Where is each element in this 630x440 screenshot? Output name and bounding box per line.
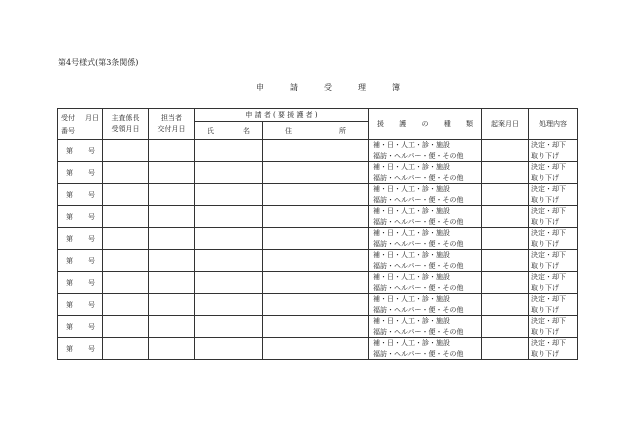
person-in-charge-cell[interactable] — [149, 316, 195, 338]
header-person-in-charge: 担当者 交付月日 — [149, 109, 195, 140]
person-in-charge-cell[interactable] — [149, 162, 195, 184]
table-body — [58, 140, 578, 360]
disposition-cell[interactable]: 決定・却下 取り下げ — [529, 316, 578, 338]
applicant-name-cell[interactable] — [195, 140, 263, 162]
applicant-name-cell[interactable] — [195, 250, 263, 272]
aid-type-cell[interactable]: 補・日・人工・診・施設 福訪・ヘルパー・便・その他 — [369, 338, 482, 360]
header-disposition: 処理内容 — [529, 109, 578, 140]
draft-date-cell[interactable] — [482, 140, 529, 162]
table-row — [58, 250, 578, 272]
applicant-address-cell[interactable] — [263, 228, 369, 250]
header-chief-approval: 主査係長 受領月日 — [103, 109, 149, 140]
disposition-cell[interactable]: 決定・却下 取り下げ — [529, 184, 578, 206]
table-row — [58, 184, 578, 206]
chief-approval-cell[interactable] — [103, 206, 149, 228]
table-row — [58, 228, 578, 250]
disposition-cell[interactable]: 決定・却下 取り下げ — [529, 338, 578, 360]
aid-type-cell[interactable]: 補・日・人工・診・施設 福訪・ヘルパー・便・その他 — [369, 184, 482, 206]
chief-approval-cell[interactable] — [103, 140, 149, 162]
table-row — [58, 338, 578, 360]
disposition-cell[interactable]: 決定・却下 取り下げ — [529, 206, 578, 228]
table-row — [58, 140, 578, 162]
draft-date-cell[interactable] — [482, 206, 529, 228]
chief-approval-cell[interactable] — [103, 316, 149, 338]
case-number-cell[interactable]: 第 号 — [58, 228, 103, 250]
aid-type-cell[interactable]: 補・日・人工・診・施設 福訪・ヘルパー・便・その他 — [369, 140, 482, 162]
aid-type-cell[interactable]: 補・日・人工・診・施設 福訪・ヘルパー・便・その他 — [369, 228, 482, 250]
chief-approval-cell[interactable] — [103, 184, 149, 206]
draft-date-cell[interactable] — [482, 316, 529, 338]
chief-approval-cell[interactable] — [103, 294, 149, 316]
applicant-address-cell[interactable] — [263, 338, 369, 360]
chief-approval-cell[interactable] — [103, 162, 149, 184]
applicant-name-cell[interactable] — [195, 162, 263, 184]
applicant-name-cell[interactable] — [195, 294, 263, 316]
person-in-charge-cell[interactable] — [149, 272, 195, 294]
form-number-label: 第4号様式(第3条関係) — [58, 58, 139, 67]
case-number-cell[interactable]: 第 号 — [58, 184, 103, 206]
draft-date-cell[interactable] — [482, 250, 529, 272]
person-in-charge-cell[interactable] — [149, 206, 195, 228]
case-number-cell[interactable]: 第 号 — [58, 206, 103, 228]
applicant-name-cell[interactable] — [195, 228, 263, 250]
table-row — [58, 316, 578, 338]
applicant-address-cell[interactable] — [263, 140, 369, 162]
case-number-cell[interactable]: 第 号 — [58, 272, 103, 294]
disposition-cell[interactable]: 決定・却下 取り下げ — [529, 250, 578, 272]
case-number-cell[interactable]: 第 号 — [58, 294, 103, 316]
case-number-cell[interactable]: 第 号 — [58, 162, 103, 184]
aid-type-cell[interactable]: 補・日・人工・診・施設 福訪・ヘルパー・便・その他 — [369, 162, 482, 184]
aid-type-cell[interactable]: 補・日・人工・診・施設 福訪・ヘルパー・便・その他 — [369, 294, 482, 316]
aid-type-cell[interactable]: 補・日・人工・診・施設 福訪・ヘルパー・便・その他 — [369, 250, 482, 272]
case-number-cell[interactable]: 第 号 — [58, 250, 103, 272]
header-aid-type: 援 護 の 種 類 — [369, 109, 482, 140]
disposition-cell[interactable]: 決定・却下 取り下げ — [529, 228, 578, 250]
draft-date-cell[interactable] — [482, 294, 529, 316]
disposition-cell[interactable]: 決定・却下 取り下げ — [529, 272, 578, 294]
application-receipt-table — [57, 108, 578, 360]
applicant-name-cell[interactable] — [195, 316, 263, 338]
header-name: 氏 名 — [195, 122, 263, 140]
draft-date-cell[interactable] — [482, 338, 529, 360]
aid-type-cell[interactable]: 補・日・人工・診・施設 福訪・ヘルパー・便・その他 — [369, 316, 482, 338]
applicant-address-cell[interactable] — [263, 294, 369, 316]
table-row — [58, 162, 578, 184]
applicant-address-cell[interactable] — [263, 206, 369, 228]
table-header — [58, 109, 578, 140]
header-receipt-no: 受付 月日 番号 — [58, 109, 103, 140]
person-in-charge-cell[interactable] — [149, 228, 195, 250]
case-number-cell[interactable]: 第 号 — [58, 338, 103, 360]
aid-type-cell[interactable]: 補・日・人工・診・施設 福訪・ヘルパー・便・その他 — [369, 206, 482, 228]
header-applicant-group: 申 請 者 ( 要 援 護 者 ) — [195, 109, 369, 122]
chief-approval-cell[interactable] — [103, 250, 149, 272]
person-in-charge-cell[interactable] — [149, 294, 195, 316]
applicant-name-cell[interactable] — [195, 272, 263, 294]
case-number-cell[interactable]: 第 号 — [58, 316, 103, 338]
applicant-address-cell[interactable] — [263, 162, 369, 184]
table-row — [58, 272, 578, 294]
person-in-charge-cell[interactable] — [149, 184, 195, 206]
chief-approval-cell[interactable] — [103, 228, 149, 250]
draft-date-cell[interactable] — [482, 162, 529, 184]
person-in-charge-cell[interactable] — [149, 338, 195, 360]
applicant-address-cell[interactable] — [263, 272, 369, 294]
chief-approval-cell[interactable] — [103, 272, 149, 294]
applicant-address-cell[interactable] — [263, 184, 369, 206]
aid-type-cell[interactable]: 補・日・人工・診・施設 福訪・ヘルパー・便・その他 — [369, 272, 482, 294]
disposition-cell[interactable]: 決定・却下 取り下げ — [529, 294, 578, 316]
header-address: 住 所 — [263, 122, 369, 140]
header-draft-date: 起案月日 — [482, 109, 529, 140]
person-in-charge-cell[interactable] — [149, 250, 195, 272]
draft-date-cell[interactable] — [482, 228, 529, 250]
applicant-name-cell[interactable] — [195, 184, 263, 206]
table-row — [58, 206, 578, 228]
disposition-cell[interactable]: 決定・却下 取り下げ — [529, 162, 578, 184]
applicant-name-cell[interactable] — [195, 206, 263, 228]
person-in-charge-cell[interactable] — [149, 140, 195, 162]
applicant-name-cell[interactable] — [195, 338, 263, 360]
disposition-cell[interactable]: 決定・却下 取り下げ — [529, 140, 578, 162]
applicant-address-cell[interactable] — [263, 316, 369, 338]
draft-date-cell[interactable] — [482, 184, 529, 206]
document-title: 申 請 受 理 簿 — [256, 83, 409, 92]
applicant-address-cell[interactable] — [263, 250, 369, 272]
table-row — [58, 294, 578, 316]
draft-date-cell[interactable] — [482, 272, 529, 294]
case-number-cell[interactable]: 第 号 — [58, 140, 103, 162]
chief-approval-cell[interactable] — [103, 338, 149, 360]
